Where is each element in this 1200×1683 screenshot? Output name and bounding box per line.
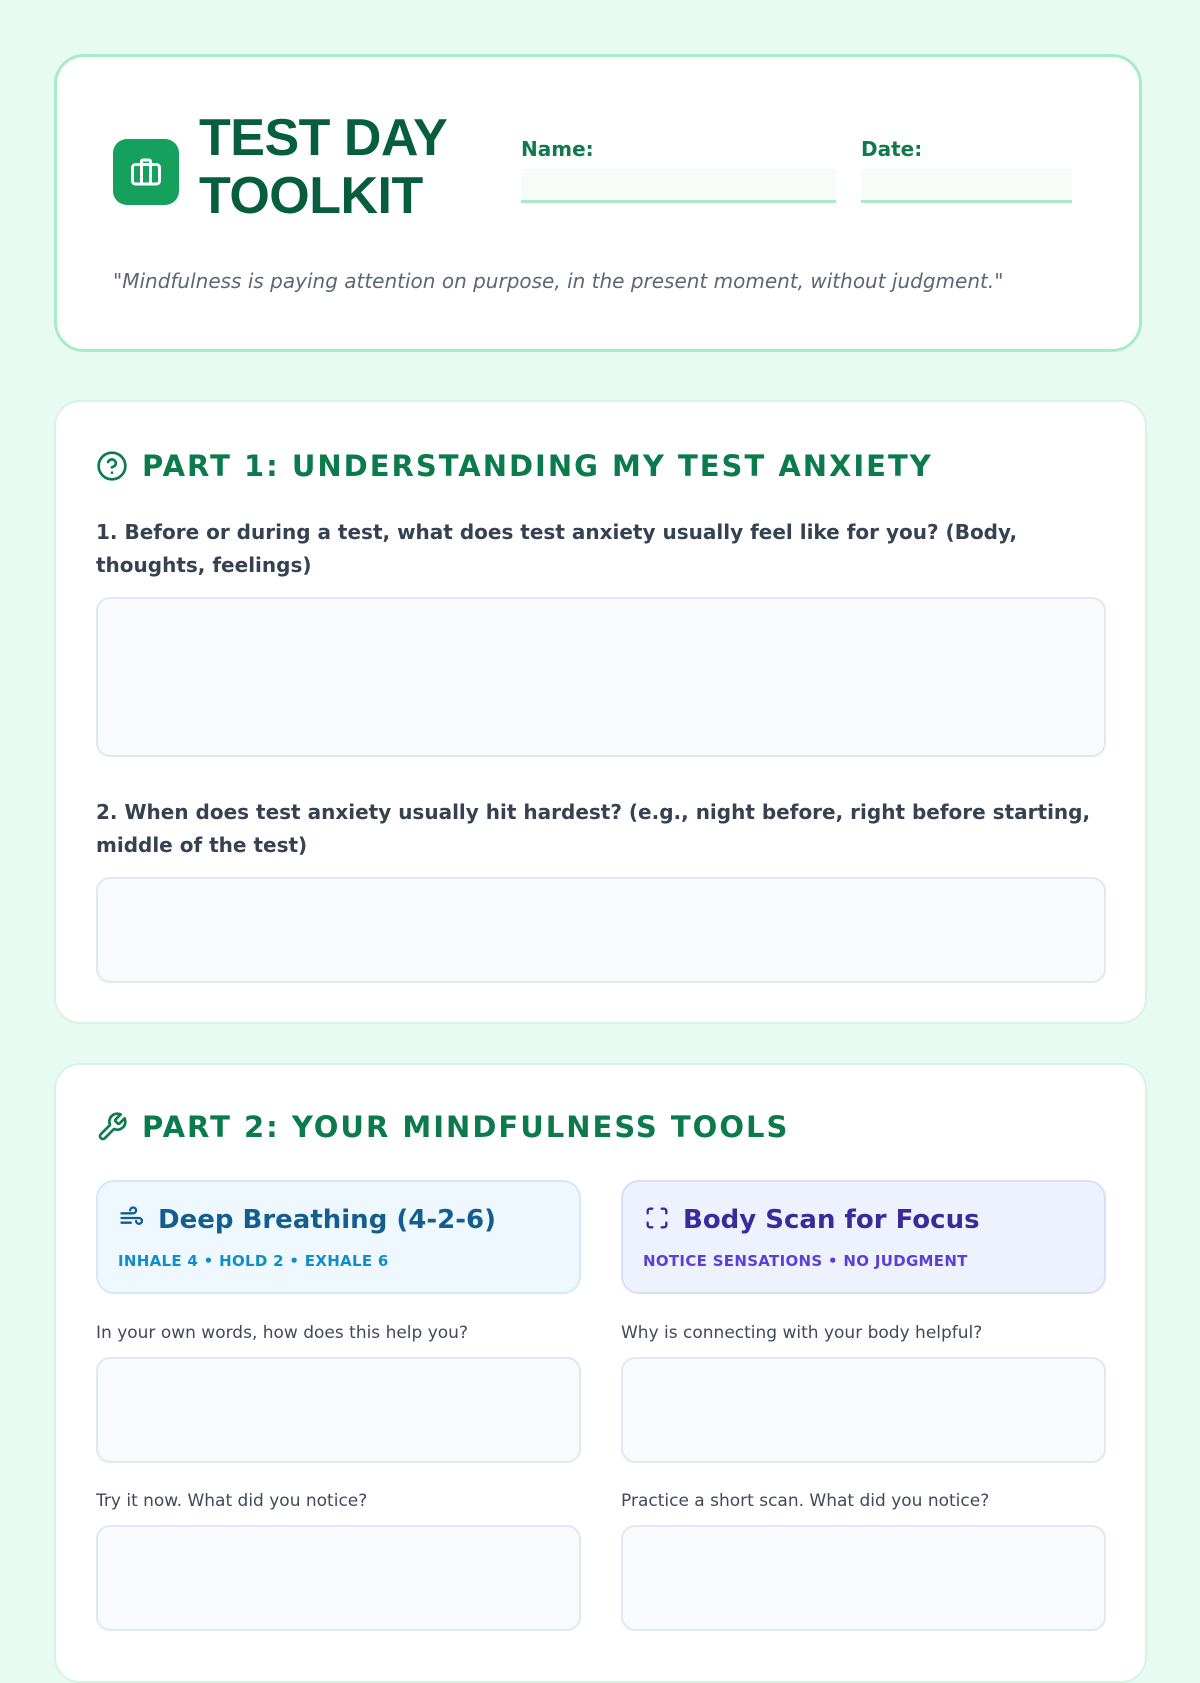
- part2-heading: [96, 1107, 789, 1147]
- name-field[interactable]: [521, 169, 836, 203]
- toolbox-icon: [113, 139, 179, 205]
- scan-icon: [643, 1204, 671, 1236]
- date-field[interactable]: [861, 169, 1072, 203]
- wind-icon: [118, 1204, 146, 1236]
- part2-title: PART 2: YOUR MINDFULNESS TOOLS: [142, 1110, 790, 1144]
- mindfulness-quote: "Mindfulness is paying attention on purpose, in the present moment, without judgment.": [113, 269, 1004, 293]
- breathing-prompt-1: In your own words, how does this help you?: [96, 1323, 468, 1343]
- scan-prompt-2: Practice a short scan. What did you notice?: [621, 1491, 990, 1511]
- part2-section: [54, 1063, 1147, 1683]
- deep-breathing-card: [96, 1180, 581, 1294]
- part1-section: [54, 400, 1147, 1024]
- name-label: Name:: [521, 137, 594, 161]
- question-circle-icon: [96, 450, 128, 482]
- question-2-answer[interactable]: [96, 877, 1106, 983]
- deep-breathing-subtitle: INHALE 4 • HOLD 2 • EXHALE 6: [118, 1252, 389, 1270]
- title-line-2: TOOLKIT: [199, 167, 423, 225]
- part1-title: PART 1: UNDERSTANDING MY TEST ANXIETY: [142, 449, 933, 483]
- scan-prompt-1: Why is connecting with your body helpful?: [621, 1323, 983, 1343]
- breathing-answer-1[interactable]: [96, 1357, 581, 1463]
- question-2: 2. When does test anxiety usually hit hardest? (e.g., night before, right before starting, middle of the test): [96, 800, 1091, 857]
- deep-breathing-heading: [118, 1204, 496, 1236]
- body-scan-subtitle: NOTICE SENSATIONS • NO JUDGMENT: [643, 1252, 968, 1270]
- deep-breathing-title: Deep Breathing (4-2-6): [158, 1205, 496, 1235]
- header-card: [54, 54, 1142, 352]
- scan-answer-2[interactable]: [621, 1525, 1106, 1631]
- scan-answer-1[interactable]: [621, 1357, 1106, 1463]
- breathing-prompt-2: Try it now. What did you notice?: [96, 1491, 368, 1511]
- body-scan-heading: [643, 1204, 980, 1236]
- question-1-answer[interactable]: [96, 597, 1106, 757]
- date-label: Date:: [861, 137, 923, 161]
- breathing-answer-2[interactable]: [96, 1525, 581, 1631]
- body-scan-title: Body Scan for Focus: [683, 1205, 980, 1235]
- page-title: [199, 109, 447, 225]
- title-line-1: TEST DAY: [199, 109, 448, 167]
- body-scan-card: [621, 1180, 1106, 1294]
- question-1: 1. Before or during a test, what does test anxiety usually feel like for you? (Body, thoughts, feelings): [96, 520, 1018, 577]
- wrench-icon: [96, 1111, 128, 1143]
- part1-heading: [96, 446, 933, 486]
